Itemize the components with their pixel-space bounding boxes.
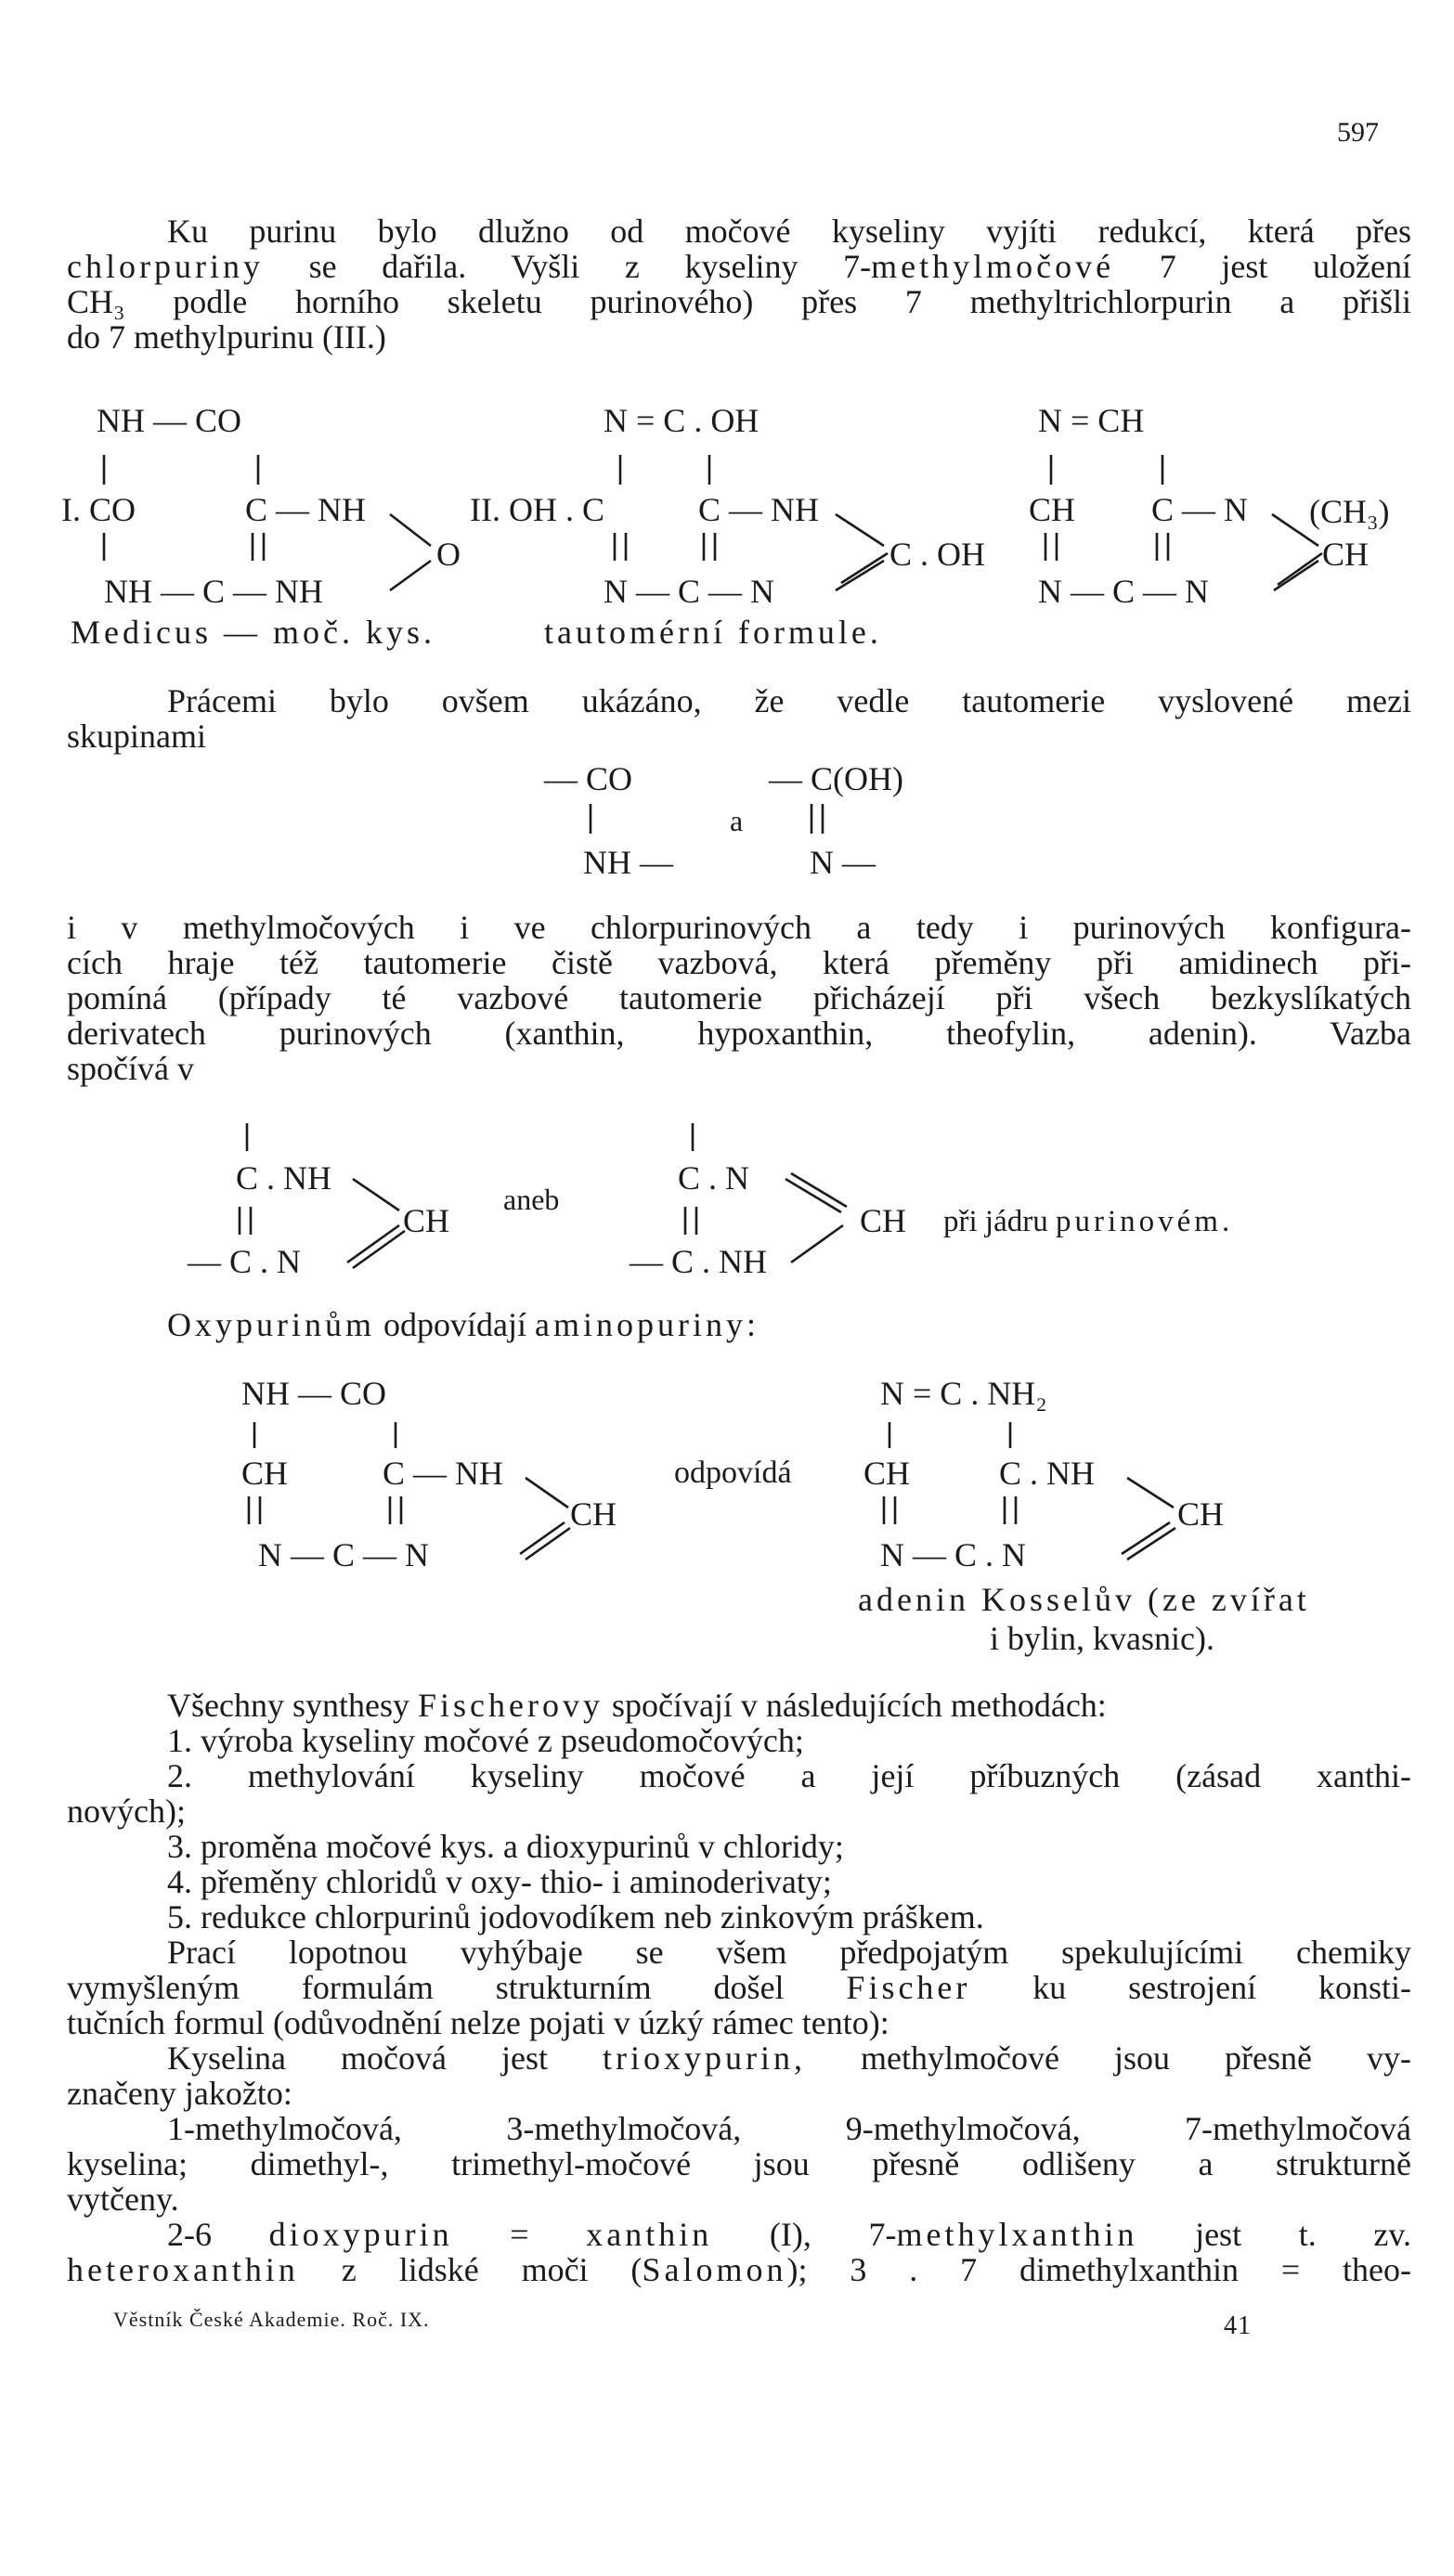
formula-medicus-line5: NH — C — NH xyxy=(104,573,324,610)
bond-right-bottom: — C . NH xyxy=(630,1243,768,1280)
formula-medicus-o: O xyxy=(436,536,461,573)
group-conjunction: a xyxy=(730,804,744,837)
caption-adenin-source: i bylin, kvasnic). xyxy=(990,1620,1214,1657)
caption-adenin: adenin Kosselův (ze zvířat xyxy=(858,1581,1310,1618)
text-line: Kyselina močová jest trioxypurin, methylmočové jsou přesně vy- xyxy=(167,2039,1412,2077)
bond-right-top: C . N xyxy=(678,1159,750,1197)
formula-amino-ch: CH xyxy=(863,1455,911,1492)
text-line: skupinami xyxy=(67,718,206,755)
text-line: pomíná (případy té vazbové tautomerie přicházejí při všech bezkyslíkatých xyxy=(67,979,1411,1016)
formula-methylpurine-ch: CH xyxy=(1029,491,1076,528)
text-line: Všechny synthesy Fischerovy spočívají v následujících methodách: xyxy=(167,1687,1107,1724)
list-item: 5. redukce chlorpurinů jodovodíkem neb zinkovým práškem. xyxy=(167,1898,984,1935)
formula-methylpurine-cn: C — N xyxy=(1151,491,1249,528)
formula-medicus-cnh: C — NH xyxy=(245,491,367,528)
formula-methylpurine-line5: N — C — N xyxy=(1038,573,1210,610)
text-line: i v methylmočových i ve chlorpurinových a tedy i purinových konfigura- xyxy=(67,909,1411,946)
formula-oxy-line5: N — C — N xyxy=(258,1536,430,1573)
group-nh: NH — xyxy=(583,844,673,881)
formula-methylpurine-ch-right: CH xyxy=(1322,536,1370,573)
formula-methylpurine-ch3: (CH₃) xyxy=(1309,493,1390,530)
group-co: — CO xyxy=(544,760,633,797)
formula-tautomer-line5: N — C — N xyxy=(604,573,775,610)
formula-tautomer-line1: N = C . OH xyxy=(604,402,759,439)
text-line: Prací lopotnou vyhýbaje se všem předpojatým spekulujícími chemiky xyxy=(167,1934,1411,1971)
formula-conjunction-odpovida: odpovídá xyxy=(674,1456,792,1490)
text-line: spočívá v xyxy=(67,1050,194,1087)
formula-oxy-ch-right: CH xyxy=(570,1495,617,1533)
formula-medicus-line1: NH — CO xyxy=(97,402,242,439)
bond-right-ch: CH xyxy=(860,1202,907,1239)
caption-tautomer: tautomérní formule. xyxy=(544,614,882,651)
text-line: 2-6 dioxypurin = xanthin (I), 7-methylxanthin jest t. zv. xyxy=(167,2216,1411,2253)
bond-suffix: při jádru purinovém. xyxy=(943,1205,1234,1238)
group-n: N — xyxy=(810,844,876,881)
formula-amino-ch-right: CH xyxy=(1177,1495,1225,1533)
text-line: kyselina; dimethyl-, trimethyl-močové jsou přesně odlišeny a strukturně xyxy=(67,2145,1411,2182)
text-line: vytčeny. xyxy=(67,2181,179,2218)
footer-journal: Věstník České Akademie. Roč. IX. xyxy=(113,2308,430,2331)
formula-amino-cnh: C . NH xyxy=(999,1455,1096,1492)
list-item: 3. proměna močové kys. a dioxypurinů v chloridy; xyxy=(167,1828,844,1865)
text-line: tučních formul (odůvodnění nelze pojati v úzký rámec tento): xyxy=(67,2004,889,2041)
formula-amino-line1: N = C . NH₂ xyxy=(880,1375,1047,1412)
text-line: Prácemi bylo ovšem ukázáno, že vedle tautomerie vyslovené mezi xyxy=(167,682,1411,719)
text-line: CH₃ podle horního skeletu purinového) přes 7 methyltrichlorpurin a přišli xyxy=(67,283,1411,320)
text-line: Ku purinu bylo dlužno od močové kyseliny vyjíti redukcí, která přes xyxy=(167,213,1411,250)
bond-left-top: C . NH xyxy=(236,1159,332,1197)
caption-medicus: Medicus — moč. kys. xyxy=(71,614,435,651)
formula-oxy-line1: NH — CO xyxy=(241,1375,387,1412)
footer-signature-number: 41 xyxy=(1224,2311,1252,2340)
text-line: 1-methylmočová, 3-methylmočová, 9-methylmočová, 7-methylmočová xyxy=(167,2110,1411,2147)
formula-tautomer-cnh: C — NH xyxy=(698,491,820,528)
formula-oxy-ch: CH xyxy=(241,1455,289,1492)
formula-tautomer-coh: C . OH xyxy=(889,536,986,573)
list-item: nových); xyxy=(67,1793,186,1830)
formula-methylpurine-line1: N = CH xyxy=(1038,402,1145,439)
text-line: chlorpuriny se dařila. Vyšli z kyseliny 7-methylmočové 7 jest uložení xyxy=(67,248,1411,285)
formula-oxy-cnh: C — NH xyxy=(383,1455,504,1492)
bond-left-ch: CH xyxy=(403,1202,450,1239)
list-item: 4. přeměny chloridů v oxy- thio- i aminoderivaty; xyxy=(167,1863,832,1900)
bond-left-bottom: — C . N xyxy=(188,1243,302,1280)
text-line: cích hraje též tautomerie čistě vazbová, která přeměny při amidinech při- xyxy=(67,944,1411,981)
text-line: do 7 methylpurinu (III.) xyxy=(67,318,386,356)
formula-medicus-co: I. CO xyxy=(61,491,136,528)
page-number: 597 xyxy=(1337,117,1379,148)
text-line: značeny jakožto: xyxy=(67,2075,292,2112)
text-line: vymyšleným formulám strukturním došel Fischer ku sestrojení konsti- xyxy=(67,1969,1411,2006)
list-item: 2. methylování kyseliny močové a její příbuzných (zásad xanthi- xyxy=(167,1757,1411,1794)
formula-amino-line5: N — C . N xyxy=(880,1536,1027,1573)
heading-oxypuriny: Oxypurinům odpovídají aminopuriny: xyxy=(167,1306,759,1343)
formula-tautomer-ohc: II. OH . C xyxy=(470,491,604,528)
text-line: heteroxanthin z lidské moči (Salomon); 3 . 7 dimethylxanthin = theo- xyxy=(67,2251,1411,2288)
list-item: 1. výroba kyseliny močové z pseudomočových; xyxy=(167,1722,804,1759)
bond-conjunction: aneb xyxy=(503,1183,560,1216)
group-coh: — C(OH) xyxy=(769,760,903,797)
text-line: derivatech purinových (xanthin, hypoxanthin, theofylin, adenin). Vazba xyxy=(67,1015,1411,1052)
